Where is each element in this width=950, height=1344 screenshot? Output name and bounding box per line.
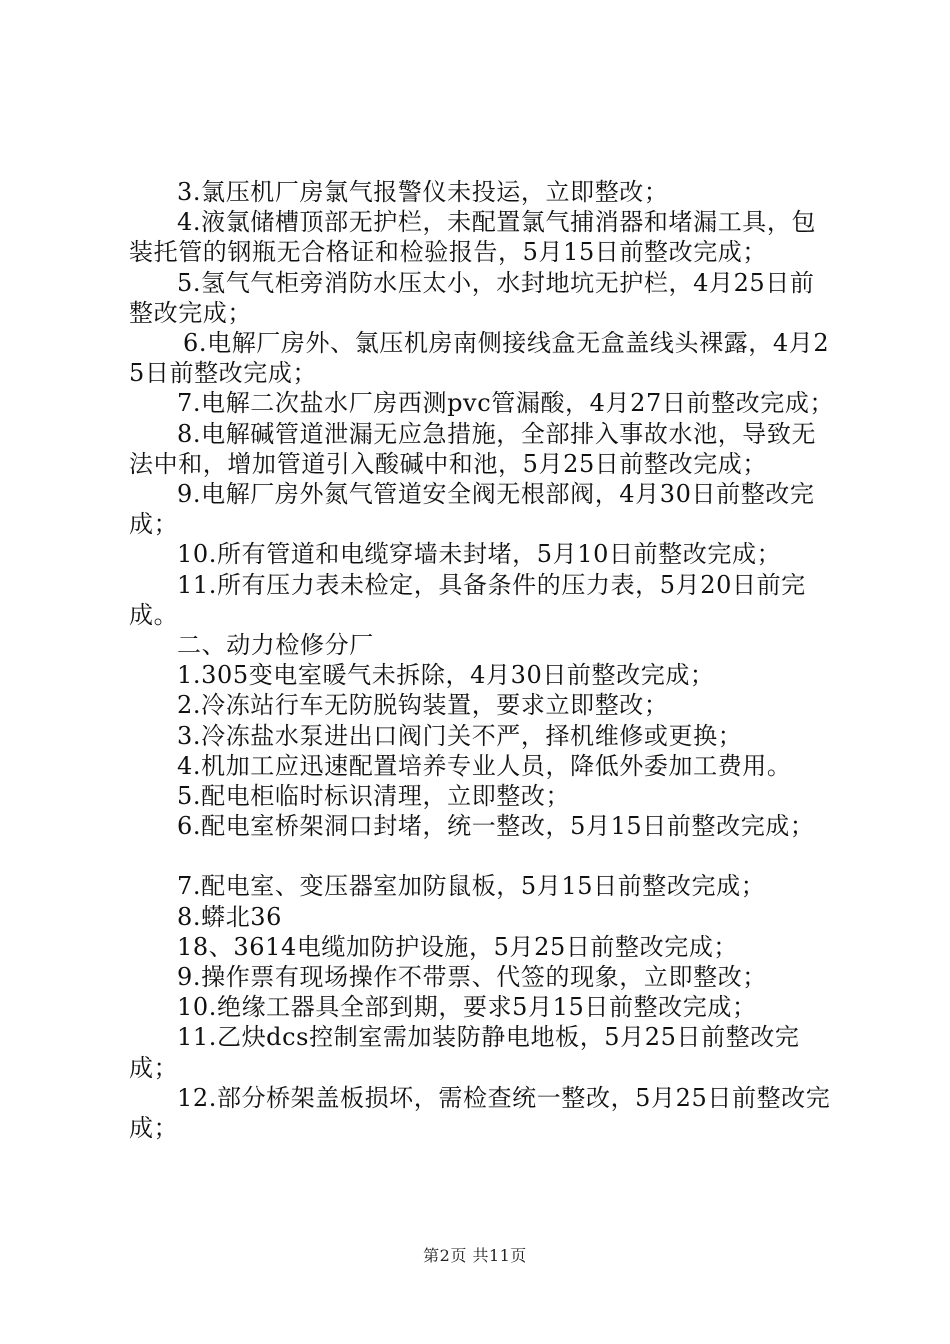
paragraph-3: 5.氢气气柜旁消防水压太小，水封地坑无护栏，4月25日前整改完成； xyxy=(129,268,815,327)
paragraph-21: 11.乙炔dcs控制室需加装防静电地板，5月25日前整改完成； xyxy=(129,1023,800,1082)
paragraph-10: 1.305变电室暖气未拆除，4月30日前整改完成； xyxy=(177,661,715,690)
paragraph-7: 9.电解厂房外氮气管道安全阀无根部阀，4月30日前整改完成； xyxy=(129,480,815,539)
document-body xyxy=(129,177,839,1143)
paragraph-16: 7.配电室、变压器室加防鼠板，5月15日前整改完成； xyxy=(177,872,766,901)
page-footer: 第2页 共11页 xyxy=(423,1246,527,1265)
paragraph-15: 6.配电室桥架洞口封堵，统一整改，5月15日前整改完成； xyxy=(177,812,815,841)
paragraph-14: 5.配电柜临时标识清理，立即整改； xyxy=(177,782,571,811)
paragraph-2: 4.液氯储槽顶部无护栏，未配置氯气捕消器和堵漏工具，包装托管的钢瓶无合格证和检验报告，5月15日前整改完成； xyxy=(129,208,817,267)
paragraph-11: 2.冷冻站行车无防脱钩装置，要求立即整改； xyxy=(177,691,669,720)
paragraph-1: 3.氯压机厂房氯气报警仪未投运，立即整改； xyxy=(177,178,669,206)
paragraph-9: 11.所有压力表未检定，具备条件的压力表，5月20日前完成。 xyxy=(129,570,806,629)
paragraph-17: 8.蟒北36 xyxy=(177,902,283,931)
paragraph-18: 18、3614电缆加防护设施，5月25日前整改完成； xyxy=(177,932,739,961)
paragraph-13: 4.机加工应迅速配置培养专业人员，降低外委加工费用。 xyxy=(177,751,792,780)
paragraph-8: 10.所有管道和电缆穿墙未封堵，5月10日前整改完成； xyxy=(177,540,782,569)
paragraph-22: 12.部分桥架盖板损坏，需检查统一整改，5月25日前整改完成； xyxy=(129,1083,831,1143)
paragraph-19: 9.操作票有现场操作不带票、代签的现象，立即整改； xyxy=(177,963,767,992)
paragraph-20: 10.绝缘工器具全部到期，要求5月15日前整改完成； xyxy=(177,993,757,1022)
paragraph-5: 7.电解二次盐水厂房西测pvc管漏酸，4月27日前整改完成； xyxy=(177,389,835,418)
paragraph-12: 3.冷冻盐水泵进出口阀门关不严，择机维修或更换； xyxy=(177,721,743,750)
section-heading: 二、动力检修分厂 xyxy=(177,631,374,660)
paragraph-4: 6.电解厂房外、氯压机房南侧接线盒无盒盖线头裸露，4月25日前整改完成； xyxy=(129,329,830,388)
paragraph-6: 8.电解碱管道泄漏无应急措施，全部排入事故水池，导致无法中和，增加管道引入酸碱中和池，5月25日前整改完成； xyxy=(129,419,817,478)
